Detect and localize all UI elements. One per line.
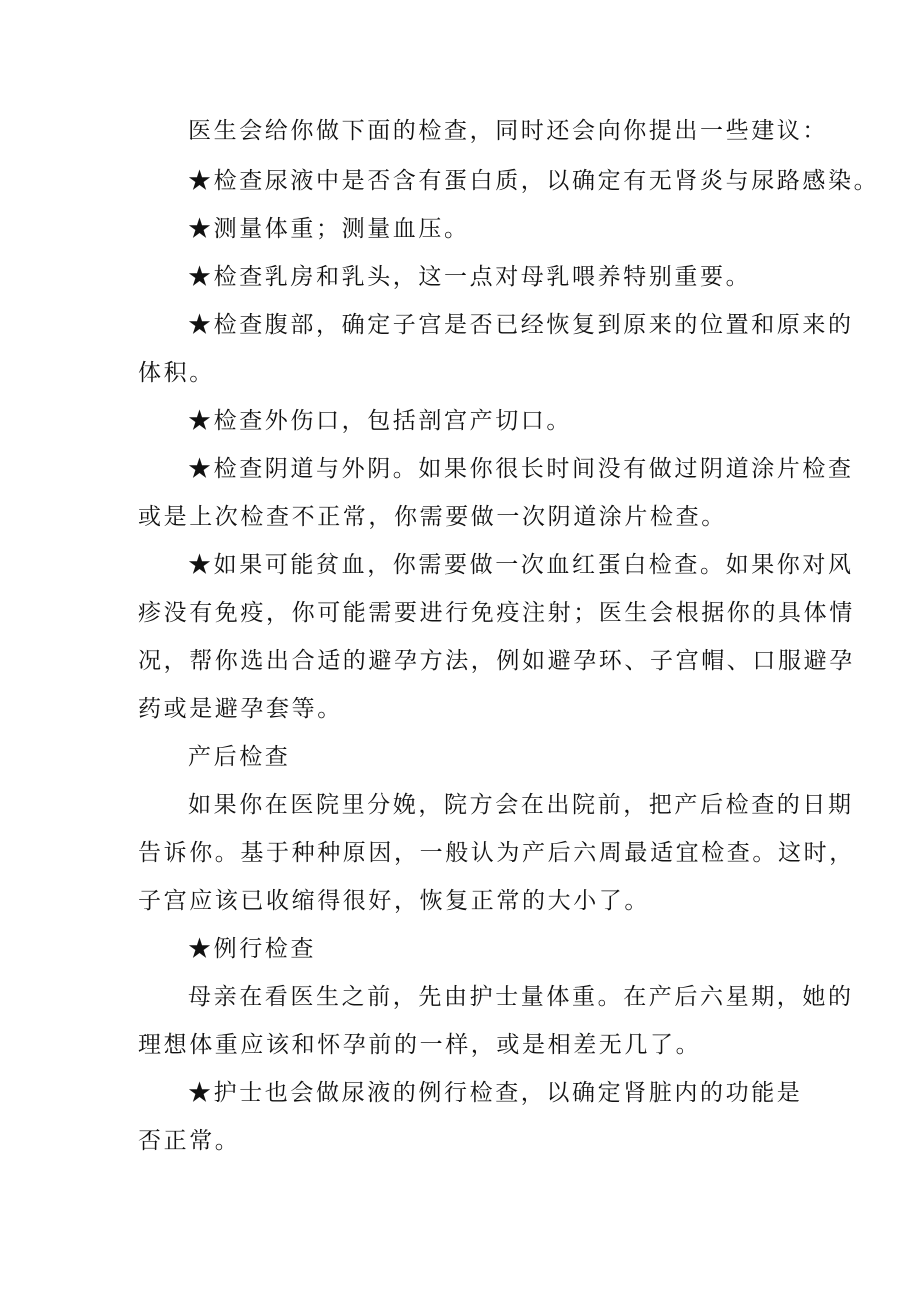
anemia-check-item-cont-3: 药或是避孕套等。 [138,696,343,722]
postpartum-paragraph-cont-2: 子宫应该已收缩得很好，恢复正常的大小了。 [138,888,650,914]
breast-check-item: ★检查乳房和乳头，这一点对母乳喂养特别重要。 [188,264,752,290]
urine-check-item: ★检查尿液中是否含有蛋白质，以确定有无肾炎与尿路感染。 [188,168,880,194]
wound-check-item: ★检查外伤口，包括剖宫产切口。 [188,408,572,434]
anemia-check-item: ★如果可能贫血，你需要做一次血红蛋白检查。如果你对风 [188,552,854,578]
vagina-check-item: ★检查阴道与外阴。如果你很长时间没有做过阴道涂片检查 [188,456,854,482]
section-heading-postpartum: 产后检查 [188,744,291,770]
routine-check-paragraph: 母亲在看医生之前，先由护士量体重。在产后六星期，她的 [188,984,854,1010]
anemia-check-item-cont-2: 况，帮你选出合适的避孕方法，例如避孕环、子宫帽、口服避孕 [138,648,855,674]
postpartum-paragraph-cont-1: 告诉你。基于种种原因，一般认为产后六周最适宜检查。这时， [138,840,855,866]
abdomen-check-item-cont: 体积。 [138,360,215,386]
nurse-urine-check-item: ★护士也会做尿液的例行检查，以确定肾脏内的功能是 [188,1080,803,1106]
routine-check-paragraph-cont: 理想体重应该和怀孕前的一样，或是相差无几了。 [138,1032,702,1058]
weight-blood-pressure-item: ★测量体重；测量血压。 [188,216,470,242]
intro-line: 医生会给你做下面的检查，同时还会向你提出一些建议： [188,118,828,144]
routine-check-heading: ★例行检查 [188,936,316,962]
postpartum-paragraph: 如果你在医院里分娩，院方会在出院前，把产后检查的日期 [188,792,854,818]
nurse-urine-check-item-cont: 否正常。 [138,1128,241,1154]
abdomen-check-item: ★检查腹部，确定子宫是否已经恢复到原来的位置和原来的 [188,312,854,338]
anemia-check-item-cont-1: 疹没有免疫，你可能需要进行免疫注射；医生会根据你的具体情 [138,600,855,626]
vagina-check-item-cont: 或是上次检查不正常，你需要做一次阴道涂片检查。 [138,504,727,530]
